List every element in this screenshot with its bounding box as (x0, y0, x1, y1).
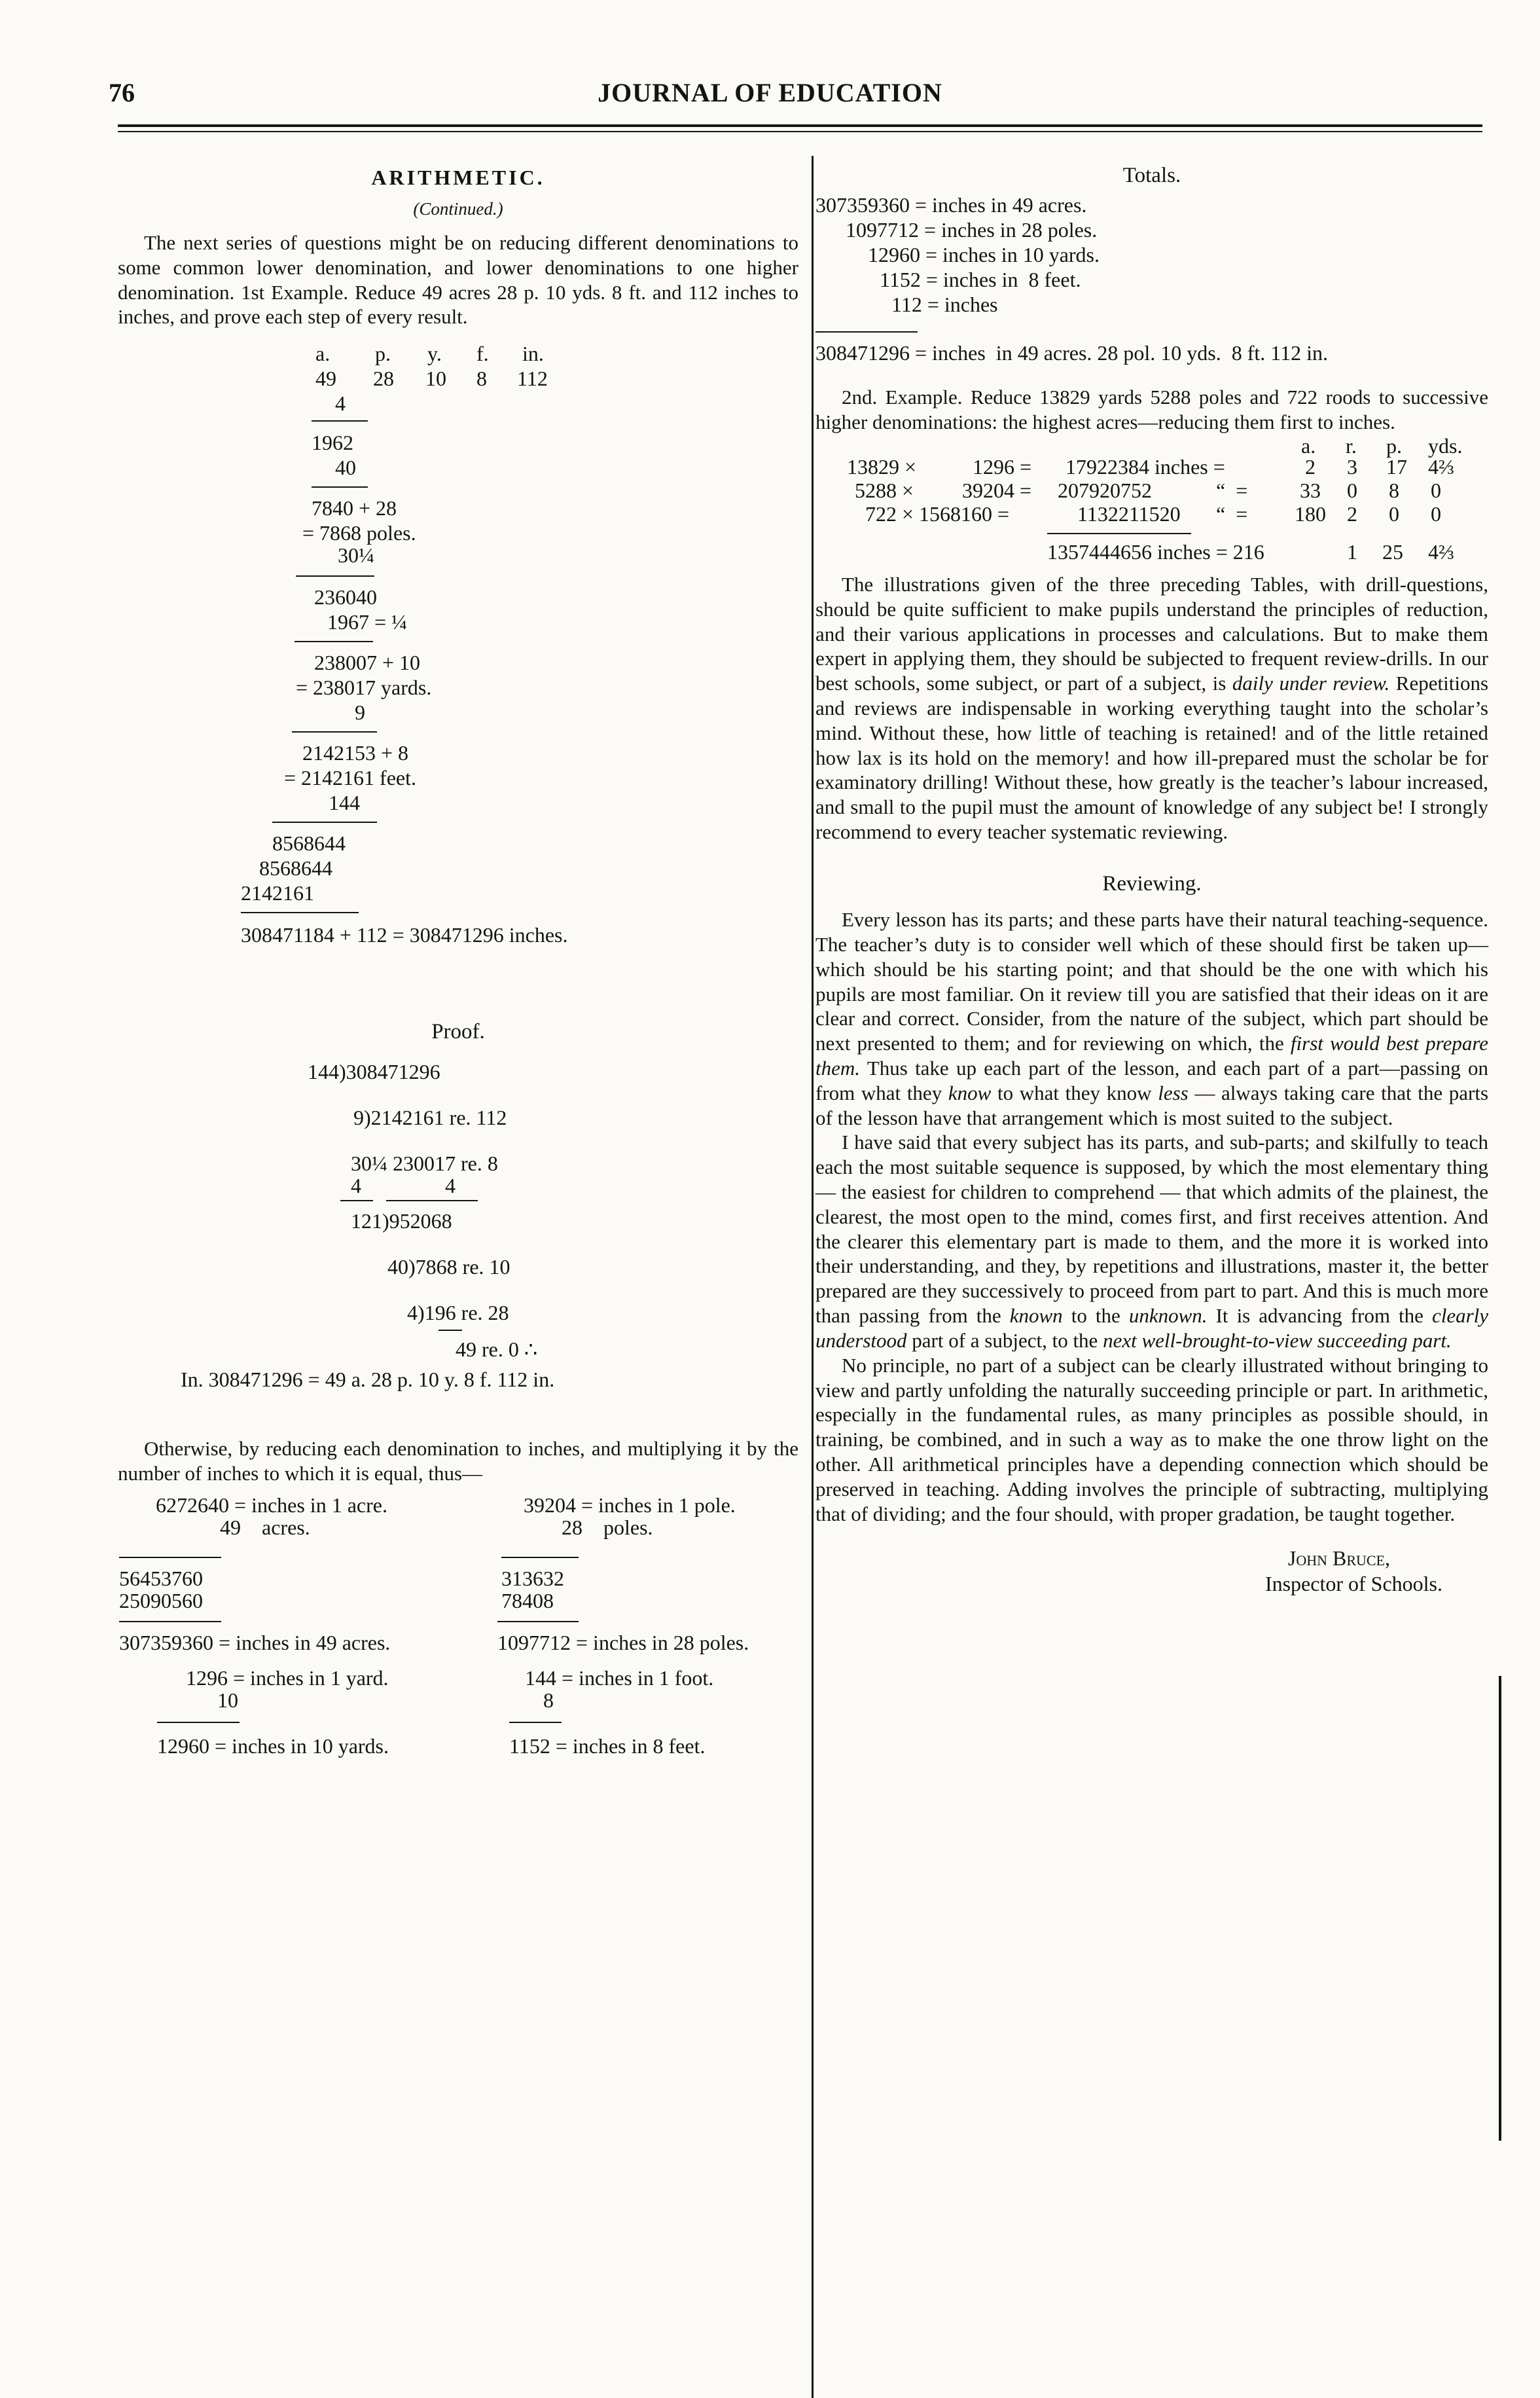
illustrations-paragraph (815, 572, 1488, 845)
text-run: — always taking care that the parts of the lesson have that arrangement which is most suited to the subject. (815, 1081, 1489, 1129)
work-line: 6272640 = inches in 1 acre. (156, 1493, 387, 1517)
col-head: yds. (1428, 433, 1463, 458)
work-rule (296, 575, 374, 577)
section-title: ARITHMETIC. (371, 166, 545, 189)
work-rule (386, 1200, 478, 1201)
row-cell: 0 (1347, 478, 1357, 502)
emphasis: daily under review. (1232, 672, 1390, 695)
totals-result: 308471296 = inches in 49 acres. 28 pol. 10 yds. 8 ft. 112 in. (815, 341, 1328, 365)
example2-total: 4⅔ (1428, 539, 1454, 564)
work-line: 78408 (501, 1589, 554, 1613)
denomination-working (118, 1493, 798, 1840)
row-cell: 0 (1389, 501, 1399, 526)
row-cell: 207920752 (1058, 478, 1152, 502)
totals-line: 12960 = inches in 10 yards. (868, 243, 1100, 267)
column-divider (812, 156, 814, 2398)
row-cell: 33 (1300, 478, 1321, 502)
row-cell: 17922384 inches = (1065, 454, 1225, 479)
work-line: 307359360 = inches in 49 acres. (119, 1631, 391, 1655)
work-rule (241, 912, 359, 913)
row-cell: 2 (1305, 454, 1316, 479)
reviewing-paragraph-2 (815, 1130, 1488, 1353)
work-rule (815, 331, 918, 333)
work-rule (119, 1557, 221, 1558)
emphasis: known (1009, 1304, 1063, 1328)
header-rule-thin (118, 131, 1482, 132)
example2-total: 25 (1382, 539, 1403, 564)
row-cell: 2 (1347, 501, 1357, 526)
work-value: 30¼ (338, 543, 374, 568)
text-run: to the (1071, 1304, 1120, 1328)
work-value: 49 (315, 367, 336, 391)
work-value: 112 (517, 367, 548, 391)
work-value: 8568644 (259, 856, 332, 881)
row-cell: 17 (1386, 454, 1407, 479)
row-cell: 0 (1431, 501, 1441, 526)
totals-line: 1097712 = inches in 28 poles. (846, 218, 1098, 242)
work-value: 4 (335, 391, 346, 416)
work-line: 12960 = inches in 10 yards. (157, 1734, 389, 1758)
work-value: 8 (476, 367, 487, 391)
reviewing-paragraph-1 (815, 907, 1488, 1130)
row-cell: 13829 × (847, 454, 917, 479)
row-cell: 0 (1431, 478, 1441, 502)
work-rule (1047, 533, 1191, 534)
work-value: 1967 = ¼ (327, 610, 408, 634)
proof-line: 121)952068 (351, 1209, 452, 1233)
work-line: 25090560 (119, 1589, 203, 1613)
col-head: in. (522, 342, 544, 366)
col-head: r. (1346, 433, 1357, 458)
text-run: part of a subject, to the (912, 1328, 1098, 1352)
proof-line: 4)196 re. 28 (407, 1301, 509, 1325)
otherwise-paragraph: Otherwise, by reducing each denomination to inches, and multiplying it by the number of inches to which it is equal, thus— (118, 1437, 798, 1485)
work-rule (295, 641, 373, 642)
reviewing-paragraph-3: No principle, no part of a subject can be clearly illustrated without bringing to view and partly unfolding the naturally succeeding principle or part. In arithmetic, especially in the fundamental rules, as many principles as possible should, in training, be combined, and in such a way as to make the one throw light on the other. All arithmetical principles have a depending connection which should be preserved in teaching. Adding involves the principle of subtracting, multiplying that of dividing; and the four should, with proper gradation, be taught together. (815, 1353, 1488, 1525)
work-value: 9 (355, 700, 365, 725)
proof-working (118, 1051, 798, 1425)
work-value: = 238017 yards. (296, 676, 432, 700)
work-value: 7840 + 28 (312, 496, 397, 520)
work-rule (157, 1722, 240, 1723)
work-rule (501, 1557, 579, 1558)
totals-line: 307359360 = inches in 49 acres. (815, 193, 1087, 217)
row-cell: “ = (1216, 478, 1248, 502)
row-cell: 8 (1389, 478, 1399, 502)
proof-line: 30¼ 230017 re. 8 (351, 1152, 498, 1176)
work-rule (119, 1621, 221, 1622)
row-cell: 4⅔ (1428, 454, 1454, 479)
work-line: 8 (543, 1688, 554, 1713)
text-run: Repetitions and reviews are indispensable in working everything taught into the scholar’s mind. Without these, how little of teaching is retained! and of the little retained how lax is its hold on the memory! and how ill-prepared must the scholar be for examinatory drilling! Without these, how greatly is the teacher’s labour increased, and small to the pupil must the amount of knowledge of any subject be! I strongly recommend to every teacher systematic reviewing. (815, 672, 1489, 843)
work-line: 10 (217, 1688, 238, 1713)
work-value: 2142153 + 8 (302, 741, 409, 765)
example2-paragraph: 2nd. Example. Reduce 13829 yards 5288 poles and 722 roods to successive higher denominations: the highest acres—reducing them first to inches. (815, 386, 1488, 434)
totals-working (815, 192, 1488, 376)
work-rule (509, 1722, 562, 1723)
work-value: 236040 (314, 585, 377, 609)
proof-line: 9)2142161 re. 112 (353, 1106, 507, 1130)
header-rule-thick (118, 124, 1482, 127)
signature-name: John Bruce, (1287, 1546, 1390, 1571)
work-line: 1152 = inches in 8 feet. (509, 1734, 706, 1758)
work-value: = 7868 poles. (302, 521, 416, 545)
totals-line: 1152 = inches in 8 feet. (880, 268, 1081, 292)
col-head: a. (1301, 433, 1316, 458)
work-line: 28 poles. (562, 1516, 653, 1540)
row-cell: 1132211520 (1077, 501, 1181, 526)
work-value: 144 (329, 791, 360, 815)
work-value: 10 (425, 367, 446, 391)
text-run: It is advancing from the (1215, 1304, 1424, 1328)
page-edge-rule (1499, 1676, 1501, 2141)
signature-title: Inspector of Schools. (1264, 1572, 1442, 1596)
work-value: 238007 + 10 (314, 651, 421, 675)
work-value: = 2142161 feet. (284, 766, 416, 790)
work-value: 8568644 (272, 831, 346, 856)
work-value: 2142161 (241, 881, 314, 905)
example2-working (815, 435, 1488, 572)
work-rule (497, 1621, 579, 1622)
col-head: p. (375, 342, 391, 366)
row-cell: “ = (1216, 501, 1248, 526)
totals-line: 112 = inches (891, 293, 998, 317)
example2-total: 1357444656 inches = 216 (1047, 539, 1264, 564)
col-head: y. (427, 342, 442, 366)
emphasis: unknown. (1128, 1304, 1208, 1328)
page-number: 76 (109, 78, 135, 107)
col-head: p. (1386, 433, 1402, 458)
col-head: a. (315, 342, 331, 366)
reduction-working (118, 341, 798, 1058)
work-rule (292, 731, 377, 733)
work-rule (272, 822, 377, 823)
work-line: 39204 = inches in 1 pole. (524, 1493, 736, 1517)
proof-line: 4 (445, 1174, 456, 1198)
emphasis: clearly understood (815, 1304, 1489, 1352)
left-column (118, 160, 798, 1840)
row-cell: 1296 = (973, 454, 1032, 479)
row-cell: 180 (1295, 501, 1326, 526)
row-cell: 722 × 1568160 = (865, 501, 1010, 526)
intro-paragraph: The next series of questions might be on reducing different denominations to some common lower denomination, and lower denominations to one higher denomination. 1st Example. Reduce 49 acres 28 p. 10 yds. 8 ft. and 112 inches to inches, and prove each step of every result. (118, 230, 798, 329)
proof-line: 4 (351, 1174, 361, 1198)
work-rule (439, 1330, 462, 1331)
row-cell: 3 (1347, 454, 1357, 479)
text-run: Thus take up each part of the lesson, and each part of a part—passing on from what they (815, 1056, 1488, 1104)
work-line: 56453760 (119, 1567, 203, 1591)
text-run: to what they know (997, 1081, 1152, 1104)
proof-line: 40)7868 re. 10 (387, 1255, 510, 1279)
work-line: 313632 (501, 1567, 564, 1591)
example2-total: 1 (1347, 539, 1357, 564)
row-cell: 39204 = (962, 478, 1032, 502)
emphasis: know (948, 1081, 992, 1104)
work-line: 1296 = inches in 1 yard. (186, 1666, 389, 1690)
proof-line: 49 re. 0 ∴ (456, 1337, 538, 1362)
work-rule (340, 1200, 373, 1201)
emphasis: next well-brought-to-view succeeding part. (1103, 1328, 1452, 1352)
work-value: 28 (373, 367, 394, 391)
work-rule (312, 420, 368, 422)
work-value: 1962 (312, 431, 353, 455)
totals-heading: Totals. (1122, 164, 1181, 187)
col-head: f. (476, 342, 489, 366)
right-column (815, 160, 1488, 1597)
work-rule (312, 486, 368, 488)
work-line: 1097712 = inches in 28 poles. (497, 1631, 749, 1655)
proof-line: 144)308471296 (308, 1060, 440, 1084)
journal-title: JOURNAL OF EDUCATION (598, 78, 942, 107)
proof-result: In. 308471296 = 49 a. 28 p. 10 y. 8 f. 112 in. (181, 1368, 555, 1392)
work-line: 144 = inches in 1 foot. (525, 1666, 714, 1690)
text-run: Every lesson has its parts; and these parts have their natural teaching-sequence. The teacher’s duty is to consider well which of these should first be taken up—which should be his starting point; and that should be the one with which his pupils are most familiar. On it review till you are satisfied that their ideas on it are clear and correct. Consider, from the nature of the subject, which part should be next presented to them; and for reviewing on which, the (815, 908, 1488, 1055)
emphasis: first would best prepare them. (815, 1032, 1489, 1080)
emphasis: less (1158, 1081, 1189, 1104)
section-subtitle: (Continued.) (413, 199, 503, 219)
proof-heading: Proof. (431, 1020, 485, 1044)
row-cell: 5288 × (855, 478, 914, 502)
work-result: 308471184 + 112 = 308471296 inches. (241, 923, 568, 947)
text-run: The illustrations given of the three preceding Tables, with drill-questions, should be quite sufficient to make pupils understand the principles of reduction, and their various applications in processes and calculations. But to make them expert in applying them, they should be subjected to frequent review-drills. In our best schools, some subject, or part of a subject, is (815, 572, 1488, 695)
work-line: 49 acres. (220, 1516, 310, 1540)
work-value: 40 (335, 456, 356, 480)
reviewing-heading: Reviewing. (1102, 871, 1202, 896)
text-run: I have said that every subject has its parts, and sub-parts; and skilfully to teach each the most suitable sequence is supposed, by which the most elementary thing— the easiest for children to comprehend — that which admits of the plainest, the clearest, the most open to the mind, comes first, and first receives attention. And the clearer this elementary part is made to them, and the more it is worked into their understanding, and they, by repetitions and illustrations, master it, the better prepared are they successively to proceed from part to part. And this is much more than passing from the (815, 1131, 1488, 1328)
